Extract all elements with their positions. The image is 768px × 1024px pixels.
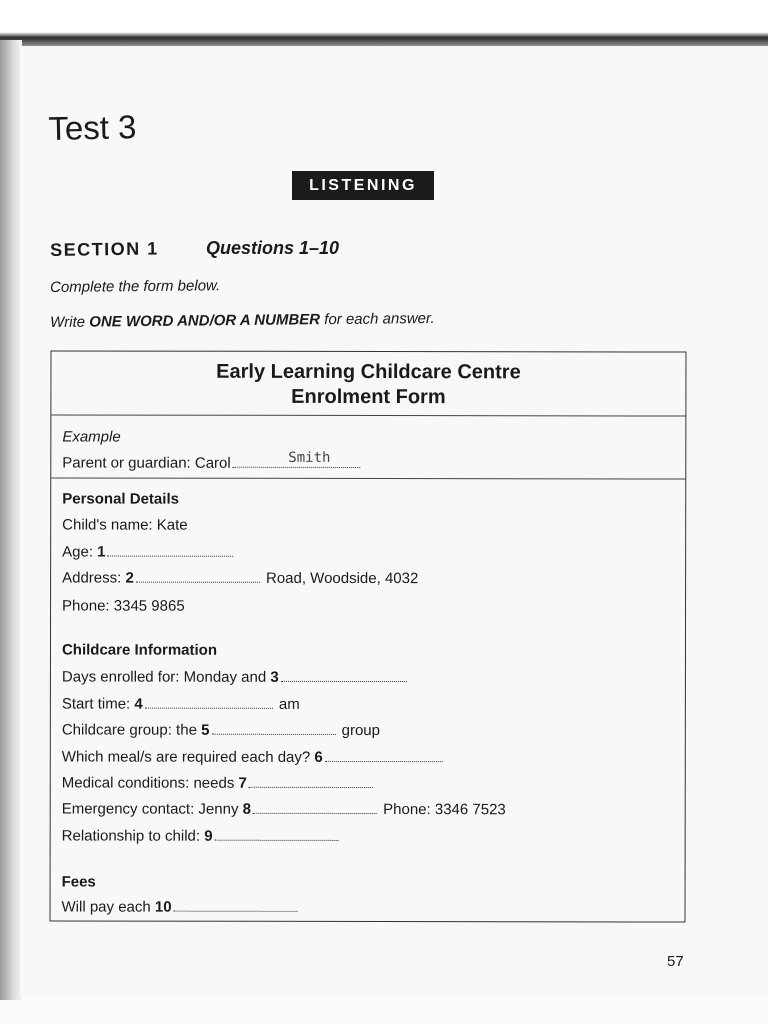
questions-range: Questions 1–10 [206,238,340,258]
question-4-answer-line[interactable] [145,696,273,709]
section-label: SECTION 1 [50,238,159,260]
group-label: Childcare group: the [61,721,197,739]
question-3-number: 3 [270,668,279,686]
question-9-answer-line[interactable] [215,828,339,841]
medical-label: Medical conditions: needs [61,774,235,792]
question-2-number: 2 [125,569,134,587]
childs-name: Child's name: Kate [62,516,188,534]
start-time-label: Start time: [61,695,131,713]
question-4-number: 4 [134,695,143,713]
address-label: Address: [62,569,122,587]
form-divider-example [51,477,685,479]
group-row [62,721,380,739]
question-3-answer-line[interactable] [281,669,407,682]
example-handwritten-answer: Smith [288,449,331,466]
meals-row [62,748,445,766]
page-number: 57 [667,953,684,970]
question-6-answer-line[interactable] [325,749,443,762]
form-title-line-2: Enrolment Form [291,385,446,409]
age-row [62,543,235,560]
address-row [62,569,418,587]
example-label: Example [62,428,121,446]
question-8-answer-line[interactable] [253,801,377,814]
days-row [62,668,409,686]
question-5-number: 5 [201,721,210,739]
enrolment-form [50,350,687,922]
relationship-label: Relationship to child: [61,827,201,845]
emergency-phone: Phone: 3346 7523 [383,801,506,819]
pay-label: Will pay each [61,898,151,916]
question-5-answer-line[interactable] [211,722,335,735]
test-title: Test 3 [48,108,137,147]
emergency-label: Emergency contact: Jenny [61,800,239,818]
question-10-number: 10 [154,898,172,916]
age-label: Age: [62,543,94,561]
question-10-answer-line[interactable] [174,899,298,912]
group-suffix: group [341,721,381,740]
start-time-suffix: am [278,695,300,713]
listening-banner: LISTENING [292,171,434,200]
address-suffix: Road, Woodside, 4032 [265,569,419,588]
instruction-suffix: for each answer. [319,309,435,329]
medical-row [62,774,375,792]
personal-details-heading: Personal Details [62,490,179,508]
fees-row [62,898,300,915]
question-6-number: 6 [314,748,323,766]
example-text: Parent or guardian: Carol [62,454,231,472]
question-7-answer-line[interactable] [249,775,373,788]
book-spine-shadow [0,40,22,1000]
question-1-number: 1 [97,543,106,561]
relationship-row [62,827,341,844]
question-9-number: 9 [204,827,213,845]
days-label: Days enrolled for: Monday and [61,668,267,686]
page-top-shadow [0,0,768,52]
question-7-number: 7 [238,774,247,792]
emergency-row [62,800,506,818]
instruction-emphasis: ONE WORD AND/OR A NUMBER [89,311,321,331]
instruction-prefix: Write [50,313,90,331]
instruction-line-1: Complete the form below. [50,277,221,296]
fees-heading: Fees [61,873,96,891]
phone: Phone: 3345 9865 [62,597,185,615]
form-title-line-1: Early Learning Childcare Centre [216,360,521,384]
question-2-answer-line[interactable] [136,570,260,583]
form-divider-title [51,414,685,416]
childcare-information-heading: Childcare Information [61,641,218,659]
question-1-answer-line[interactable] [108,544,234,557]
meals-label: Which meal/s are required each day? [61,748,311,766]
question-8-number: 8 [242,800,251,818]
start-time-row [62,695,300,712]
